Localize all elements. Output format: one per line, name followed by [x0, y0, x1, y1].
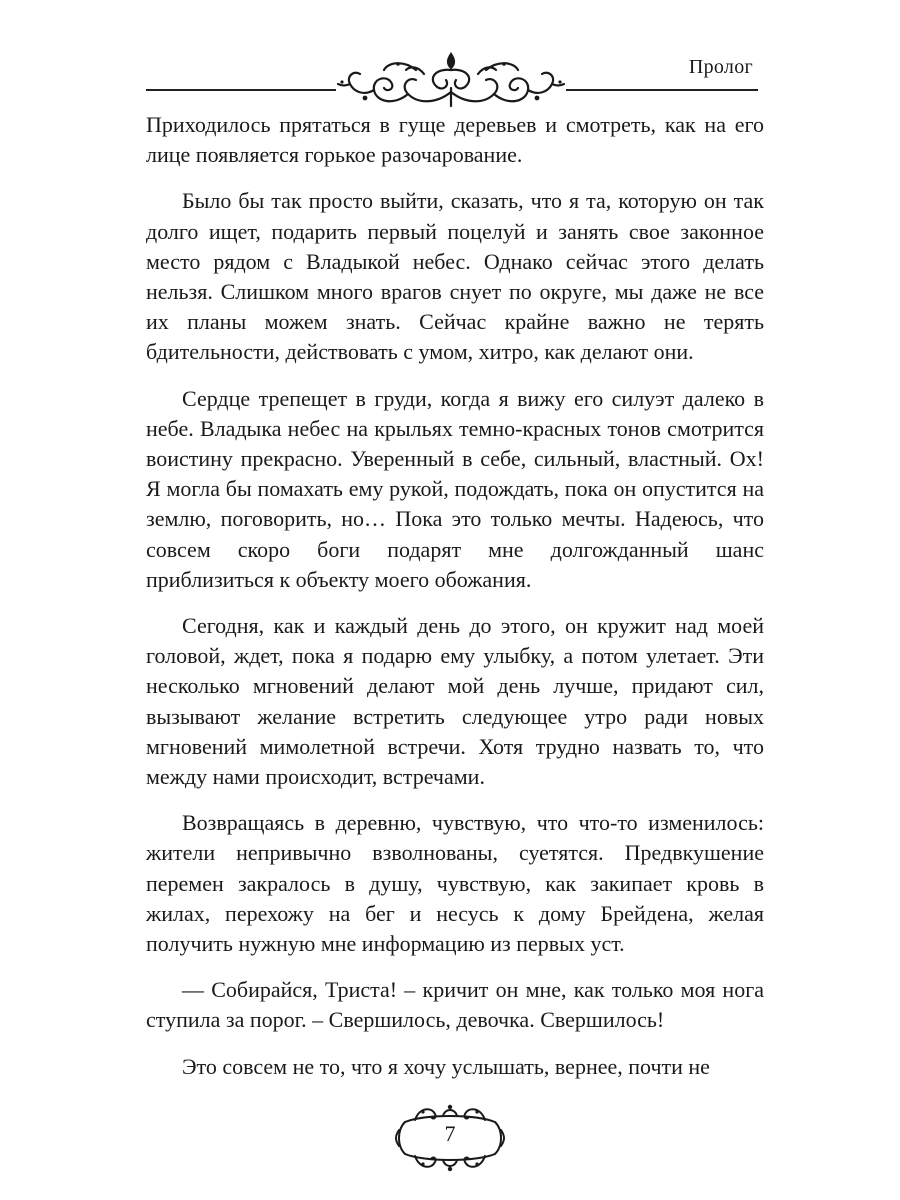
- paragraph: Сердце трепещет в груди, когда я вижу его силуэт далеко в небе. Владыка небес на крыльях темно-красных тонов смотрится воистину прекрасно. Уверенный в себе, сильный, властный. Ох! Я могла бы помахать ему рукой, подождать, пока он опустится на землю, поговорить, но… Пока это только мечты. Надеюсь, что совсем скоро боги подарят мне долгожданный шанс приблизиться к объекту моего обожания.: [146, 385, 764, 592]
- header-ornament: [336, 48, 566, 114]
- paragraph: — Собирайся, Триста! – кричит он мне, как только моя нога ступила за порог. – Свершилось, девочка. Свершилось!: [146, 977, 764, 1033]
- paragraph: Это совсем не то, что я хочу услышать, вернее, почти не: [182, 1053, 710, 1079]
- running-header-title: Пролог: [688, 56, 753, 78]
- paragraph: Сегодня, как и каждый день до этого, он кружит над моей головой, ждет, пока я подарю ему улыбку, а потом улетает. Эти несколько мгновений делают мой день лучше, придают сил, вызывают желание встретить следующее утро ради новых мгновений мимолетной встречи. Хотя трудно назвать то, что между нами происходит, встречами.: [146, 613, 764, 790]
- paragraph: Возвращаясь в деревню, чувствую, что что-то изменилось: жители непривычно взволнованы, суетятся. Предвкушение перемен закралось в душу, чувствую, как закипает кровь в жилах, перехожу на бег и несусь к дому Брейдена, желая получить нужную мне информацию из первых уст.: [146, 810, 764, 957]
- page-number: 7: [444, 1121, 456, 1146]
- paragraph: Было бы так просто выйти, сказать, что я та, которую он так долго ищет, подарить первый поцелуй и занять свое законное место рядом с Владыкой небес. Однако сейчас этого делать нельзя. Слишком много врагов снует по округе, мы даже не все их планы можем знать. Сейчас крайне важно не терять бдительности, действовать с умом, хитро, как делают они.: [146, 188, 764, 365]
- body-text: [146, 110, 764, 1098]
- paragraph: Приходилось прятаться в гуще деревьев и смотреть, как на его лице появляется горькое разочарование.: [146, 112, 764, 168]
